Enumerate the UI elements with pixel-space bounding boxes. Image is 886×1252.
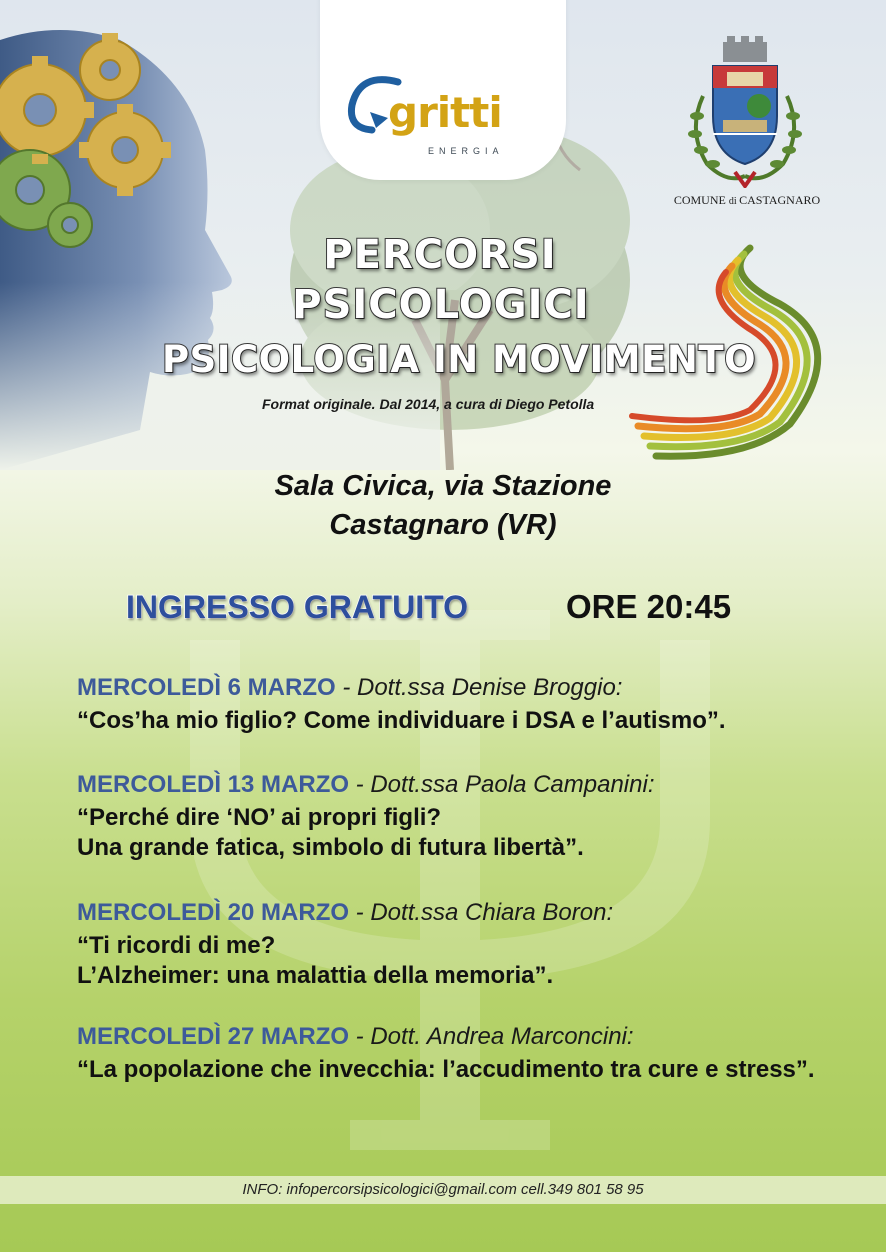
event-header — [77, 1022, 867, 1055]
event-header — [77, 770, 867, 803]
event-talk-line-2: L’Alzheimer: una malattia della memoria”. — [77, 962, 554, 989]
sponsor-subtitle: ENERGIA — [428, 146, 504, 156]
venue-line-1: Sala Civica, via Stazione — [274, 470, 612, 502]
event-separator: - — [349, 771, 371, 798]
event-header — [77, 673, 867, 706]
castagnaro-coat-of-arms-icon — [683, 36, 807, 188]
event-separator: - — [335, 674, 357, 701]
sponsor-logo — [320, 0, 566, 180]
venue-line-2: Castagnaro (VR) — [329, 509, 557, 541]
event-item — [77, 898, 867, 991]
event-talk-line-1: “Perché dire ‘NO’ ai propri figli? — [77, 804, 442, 831]
title-line-2: PSICOLOGICI — [292, 282, 590, 328]
title-line-1: PERCORSI — [323, 232, 557, 278]
event-header — [77, 898, 867, 931]
event-speaker: Dott. Andrea Marconcini: — [370, 1023, 634, 1050]
event-speaker: Dott.ssa Chiara Boron: — [370, 899, 614, 926]
event-talk-line-2: Una grande fatica, simbolo di futura libertà”. — [77, 834, 584, 861]
event-speaker: Dott.ssa Denise Broggio: — [357, 674, 623, 701]
format-note: Format originale. Dal 2014, a cura di Diego Petolla — [262, 396, 595, 412]
event-talk-line-1: “La popolazione che invecchia: l’accudimento tra cure e stress”. — [77, 1056, 815, 1083]
municipality-name: COMUNE di CASTAGNARO — [673, 193, 821, 207]
start-time: ORE 20:45 — [566, 588, 732, 625]
event-date: MERCOLEDÌ 20 MARZO — [77, 899, 350, 926]
event-item — [77, 770, 867, 863]
contact-info-bar: INFO: infopercorsipsicologici@gmail.com cell.349 801 58 95 — [0, 1176, 886, 1204]
event-talk-line-1: “Ti ricordi di me? — [77, 932, 276, 959]
admission-label: INGRESSO GRATUITO — [126, 589, 468, 625]
event-talk-line-1: “Cos’ha mio figlio? Come individuare i DSA e l’autismo”. — [77, 707, 726, 734]
sponsor-name: gritti — [388, 88, 502, 137]
event-date: MERCOLEDÌ 13 MARZO — [77, 771, 350, 798]
event-separator: - — [349, 1023, 371, 1050]
event-date: MERCOLEDÌ 6 MARZO — [77, 674, 336, 701]
event-item — [77, 1022, 867, 1085]
title-line-3: PSICOLOGIA IN MOVIMENTO — [161, 338, 757, 381]
event-item — [77, 673, 867, 736]
event-speaker: Dott.ssa Paola Campanini: — [370, 771, 655, 798]
event-separator: - — [349, 899, 371, 926]
event-date: MERCOLEDÌ 27 MARZO — [77, 1023, 350, 1050]
